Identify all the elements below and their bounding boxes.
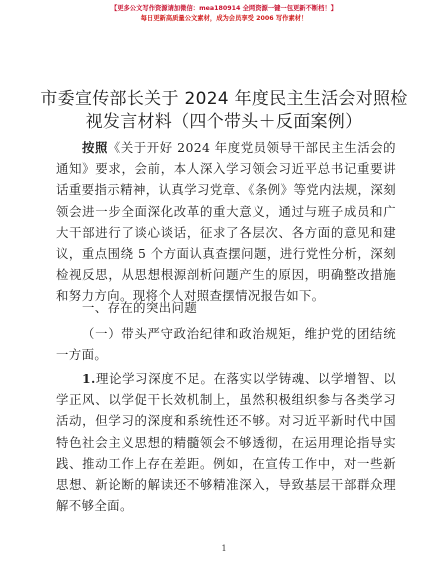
item-lead: 理论学习深度不足。 (95, 371, 214, 386)
section-heading: 一、存在的突出问题 (82, 300, 198, 315)
page-number: 1 (221, 544, 227, 553)
subsection-heading: （一）带头严守政治纪律和政治规矩，维护党的团结统一方面。 (56, 326, 396, 363)
title-line1: 市委宣传部长关于 2024 年度民主生活会对照检 (40, 89, 408, 109)
item-paragraph (56, 368, 396, 516)
item-body: 在落实以学铸魂、以学增智、以学正风、以学促干长效机制上，虽然积极组织参与各类学习活动，但学习的深度和系统性还不够。对习近平新时代中国特色社会主义思想的精髓领会不够透彻，在运用理论指导实践、推动工作上存在差距。例如，在宣传工作中，对一些新思想、新论断的解读还不够精准深入，导致基层干部群众理解不够全面。 (56, 371, 396, 514)
promo-banner-line1: 【更多公文写作资源请加微信：mea180914 全网资源一键一包更新不断档！】 (110, 5, 338, 12)
intro-paragraph (56, 137, 396, 307)
intro-body: 《关于开好 2024 年度党员领导干部民主生活会的通知》要求，会前，本人深入学习领会习近平总书记重要讲话重要指示精神，认真学习党章、《条例》等党内法规，深刻领会进一步全面深化改革的重大意义，通过与班子成员和广大干部进行了谈心谈话，征求了各层次、各方面的意见和建议，重点围绕 5 个方面认真查摆问题，进行党性分析，深刻检视反思，从思想根源剖析问题产生的原因，明确整改措施和努力方向。现将个人对照查摆情况报告如下。 (56, 140, 396, 304)
title-line2: 视发言材料（四个带头＋反面案例） (85, 112, 363, 132)
item-number: 1. (82, 371, 96, 386)
promo-banner (0, 4, 448, 24)
intro-lead: 按照 (82, 140, 108, 155)
document-title (40, 88, 408, 134)
promo-banner-line2: 每日更新高质量公文素材，成为会员享受 2006 写作素材！ (140, 15, 308, 22)
